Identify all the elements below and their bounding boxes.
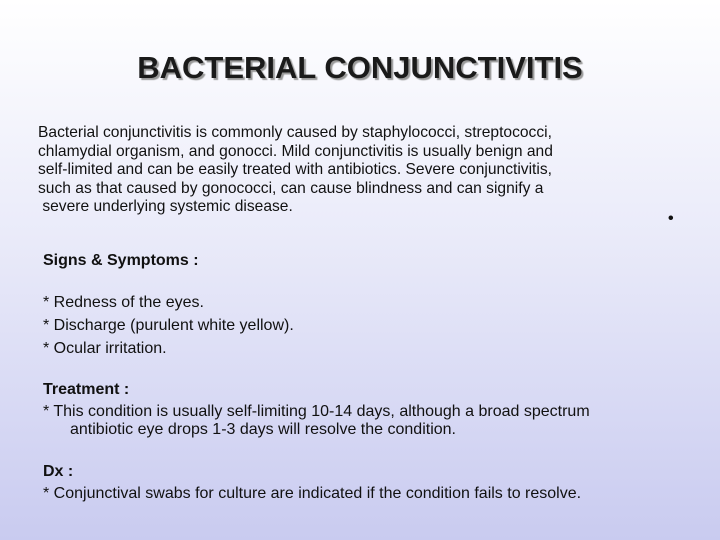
- dx-heading: Dx :: [43, 463, 74, 480]
- intro-paragraph: Bacterial conjunctivitis is commonly caused by staphylococci, streptococci, chlamydial organism, and gonocci. Mild conjunctivitis is usually benign and self-limited and can be easily treated with antibiotics. Severe conjunctivitis, such as that caused by gonococci, can cause blindness and can signify a severe underlying systemic disease.: [38, 124, 553, 215]
- dx-line-1: * Conjunctival swabs for culture are indicated if the condition fails to resolve.: [43, 485, 582, 502]
- treatment-line-2: antibiotic eye drops 1-3 days will resolve the condition.: [70, 421, 456, 438]
- treatment-heading: Treatment :: [43, 381, 130, 398]
- treatment-line-1: * This condition is usually self-limiting 10-14 days, although a broad spectrum: [43, 403, 590, 420]
- slide-title: BACTERIAL CONJUNCTIVITIS: [137, 50, 583, 85]
- stray-bullet: •: [668, 210, 674, 227]
- signs-item-discharge: * Discharge (purulent white yellow).: [43, 317, 294, 334]
- signs-heading: Signs & Symptoms :: [43, 252, 199, 269]
- signs-item-redness: * Redness of the eyes.: [43, 294, 204, 311]
- signs-item-irritation: * Ocular irritation.: [43, 340, 167, 357]
